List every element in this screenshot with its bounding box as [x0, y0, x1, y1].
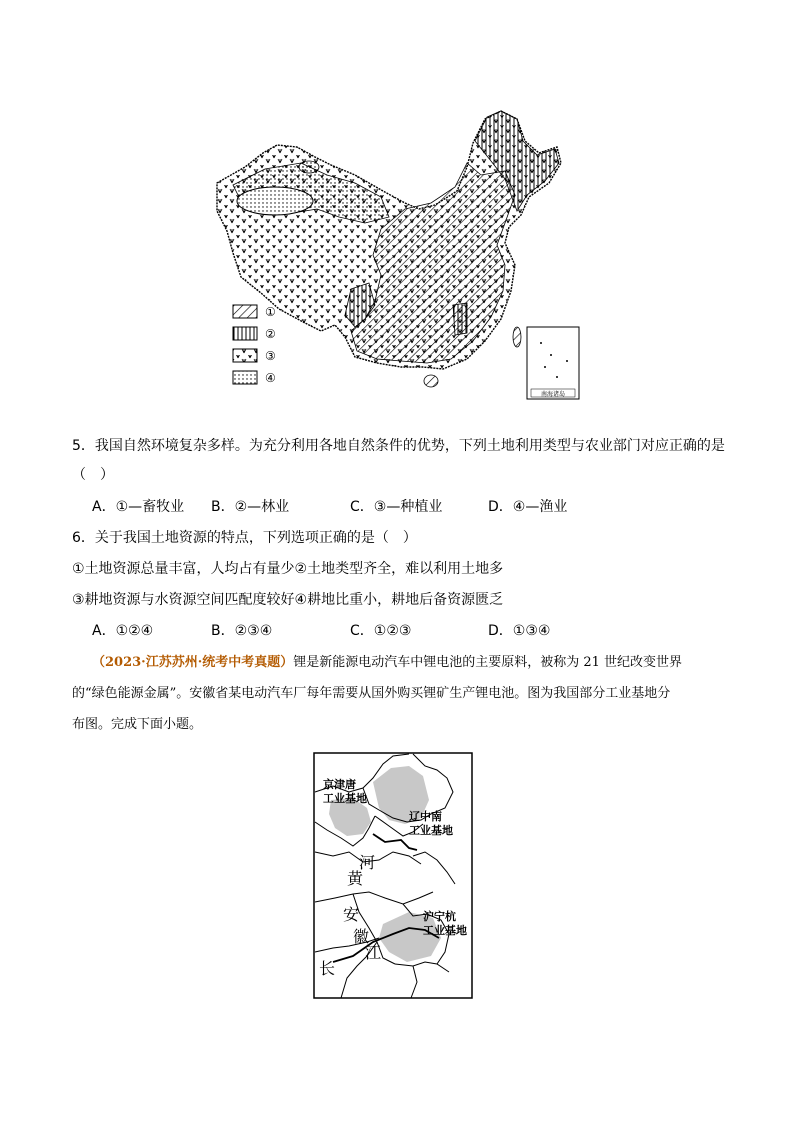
label-liaozhongnan-1: 辽中南 — [409, 810, 442, 823]
q6-option-a[interactable]: A．①②④ — [92, 623, 154, 639]
q6-stem-text: 关于我国土地资源的特点，下列选项正确的是（ ） — [94, 530, 417, 546]
industrial-base-map-svg — [313, 752, 473, 999]
land-use-map — [205, 105, 590, 405]
legend-label-1: ① — [265, 305, 276, 319]
land-use-map-svg — [205, 105, 590, 405]
south-china-sea-inset — [527, 327, 579, 399]
legend-label-3: ③ — [265, 349, 276, 363]
label-jiang: 江 — [365, 943, 382, 962]
intro-line-1 — [92, 653, 682, 673]
q5-option-c[interactable]: C．③—种植业 — [350, 499, 443, 515]
intro-line-3: 布图。完成下面小题。 — [72, 717, 203, 732]
map1-legend — [233, 305, 276, 385]
label-hui: 徽 — [353, 927, 370, 946]
label-huang: 黄 — [347, 869, 364, 888]
label-huning-1: 沪宁杭 — [423, 910, 456, 923]
q5-options — [0, 497, 794, 517]
q5-option-a[interactable]: A．①—畜牧业 — [92, 499, 185, 515]
label-chang: 长 — [319, 959, 336, 978]
q5-option-b[interactable]: B．②—林业 — [211, 499, 290, 515]
label-he: 河 — [359, 853, 376, 872]
q6-statement-2: ③耕地资源与水资源空间匹配度较好④耕地比重小，耕地后备资源匮乏 — [72, 592, 504, 608]
q6-option-b[interactable]: B．②③④ — [211, 623, 273, 639]
q6-number: 6． — [72, 530, 95, 546]
q5-paren: （ ） — [72, 467, 114, 483]
hainan — [424, 375, 438, 387]
intro-text-1: 锂是新能源电动汽车中锂电池的主要原料，被称为 21 世纪改变世界 — [293, 655, 683, 670]
legend-label-2: ② — [265, 327, 276, 341]
q5-stem-text: 我国自然环境复杂多样。为充分利用各地自然条件的优势，下列土地利用类型与农业部门对应正确的是 — [94, 438, 725, 454]
label-huning-2: 工业基地 — [423, 924, 467, 937]
oasis-oval — [299, 161, 319, 173]
q5-stem — [72, 436, 725, 456]
label-an: 安 — [343, 905, 360, 924]
industrial-base-map — [313, 752, 473, 999]
intro-line-2: 的“绿色能源金属”。安徽省某电动汽车厂每年需要从国外购买锂矿生产锂电池。图为我国部分工业基地分 — [72, 686, 671, 701]
legend-label-4: ④ — [265, 371, 276, 385]
q6-statement-1: ①土地资源总量丰富，人均占有量少②土地类型齐全，难以利用土地多 — [72, 561, 504, 577]
inset-label: 南海诸岛 — [540, 391, 566, 398]
q5-number: 5． — [72, 438, 95, 454]
label-jingjintang-2: 工业基地 — [323, 792, 367, 805]
q6-stem — [72, 528, 417, 548]
q6-option-d[interactable]: D．①③④ — [488, 623, 551, 639]
source-tag: （2023·江苏苏州·统考中考真题） — [92, 655, 294, 670]
label-liaozhongnan-2: 工业基地 — [409, 824, 453, 837]
label-jingjintang-1: 京津唐 — [323, 778, 356, 791]
vertical-region-south — [453, 303, 467, 335]
q6-option-c[interactable]: C．①②③ — [350, 623, 412, 639]
q5-option-d[interactable]: D．④—渔业 — [488, 499, 568, 515]
taiwan — [513, 327, 521, 347]
q6-options — [0, 621, 794, 641]
